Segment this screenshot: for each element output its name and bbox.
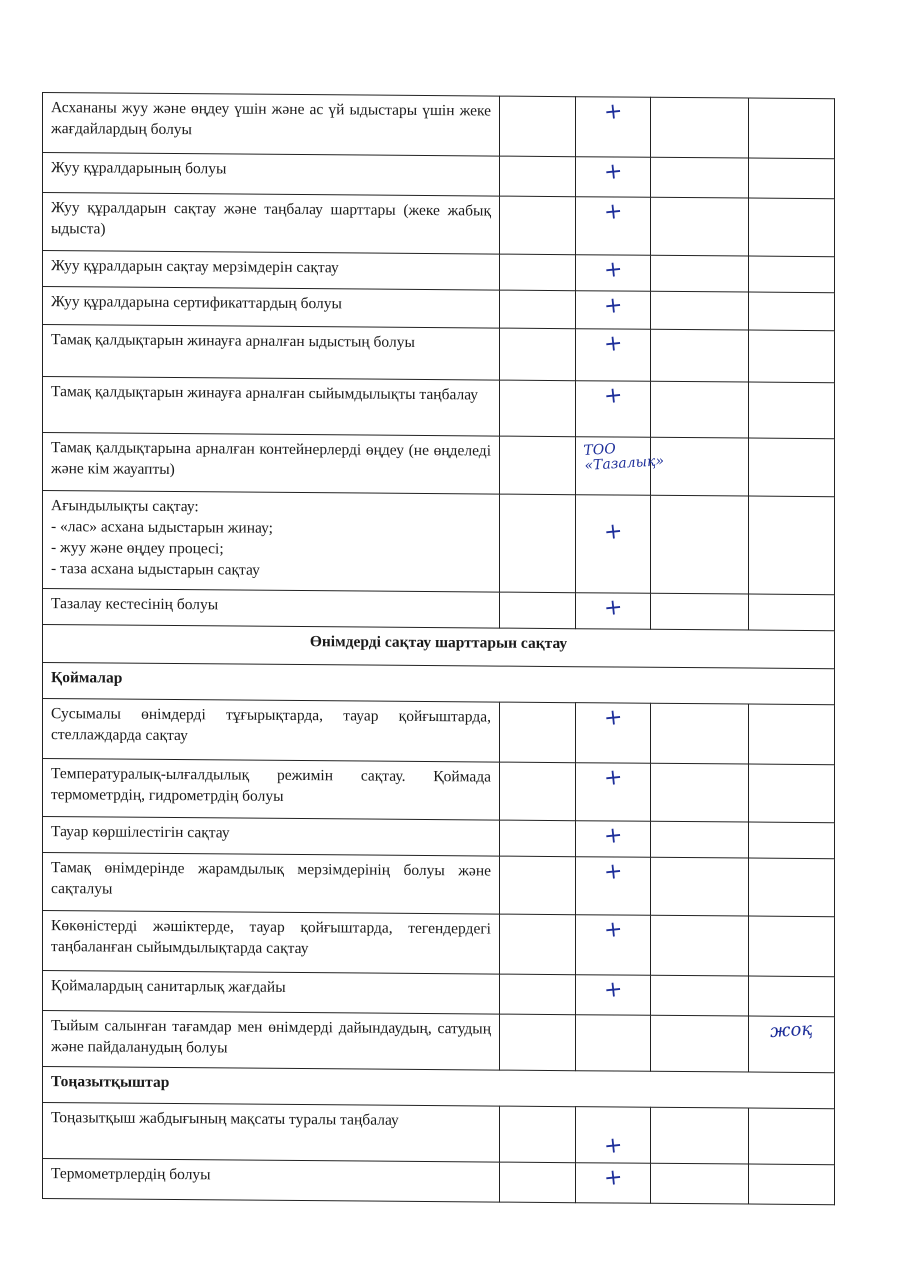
requirement-cell: Тамақ қалдықтарына арналған контейнерлерді өңдеу (не өңделеді және кім жауапты): [43, 433, 500, 495]
mark-cell: [576, 763, 651, 822]
mark-cell: [500, 1162, 576, 1203]
requirement-line: Ағындылықты сақтау:: [51, 497, 199, 516]
mark-cell: [576, 495, 651, 594]
mark-cell: [749, 594, 835, 631]
mark-cell: [576, 593, 651, 630]
requirement-line: - «лас» асхана ыдыстарын жинау;: [51, 518, 273, 537]
mark-cell: [500, 290, 576, 329]
mark-cell: [651, 329, 749, 382]
mark-cell: [500, 156, 576, 197]
mark-cell: [651, 703, 749, 764]
table-row: [43, 287, 835, 331]
mark-cell: [576, 703, 651, 764]
mark-cell: [500, 494, 576, 593]
mark-cell: [576, 291, 651, 330]
table-row: [43, 153, 835, 199]
handwritten-mark: +: [602, 764, 624, 792]
mark-cell: [749, 822, 835, 859]
mark-cell: [651, 291, 749, 330]
mark-cell: [651, 1163, 749, 1204]
handwritten-mark: +: [602, 198, 624, 226]
mark-cell: [576, 857, 651, 916]
mark-cell: [500, 856, 576, 915]
handwritten-mark: +: [602, 256, 624, 284]
table-row: [43, 699, 835, 765]
mark-cell: [500, 762, 576, 821]
requirement-cell: Тамақ өнімдерінде жарамдылық мерзімдерінің болуы және сақталуы: [43, 853, 500, 915]
mark-cell: [576, 157, 651, 198]
mark-cell: [651, 593, 749, 630]
mark-cell: [576, 1163, 651, 1204]
mark-cell: [576, 1015, 651, 1072]
requirement-cell: Тоңазытқыш жабдығының мақсаты туралы таңбалау: [43, 1103, 500, 1163]
mark-cell: [500, 254, 576, 291]
mark-cell: [651, 821, 749, 858]
requirement-line: - таза асхана ыдыстарын сақтау: [51, 560, 260, 579]
handwritten-mark: +: [602, 518, 624, 546]
mark-cell: [651, 437, 749, 496]
handwritten-mark: +: [602, 704, 624, 732]
mark-cell: [749, 1164, 835, 1205]
handwritten-mark: +: [602, 292, 624, 320]
mark-cell: [576, 821, 651, 858]
mark-cell: [500, 380, 576, 437]
requirement-cell: Тауар көршілестігін сақтау: [43, 817, 500, 857]
mark-cell: [500, 328, 576, 381]
table-row: [43, 1159, 835, 1205]
handwritten-mark: +: [602, 98, 624, 126]
section-heading: Өнімдерді сақтау шарттарын сақтау: [43, 625, 835, 669]
handwritten-mark: +: [602, 382, 624, 410]
mark-cell: [500, 914, 576, 975]
table-row: [43, 817, 835, 859]
mark-cell: [749, 764, 835, 823]
handwritten-note: жоқ: [769, 1018, 814, 1043]
checklist-table: [42, 92, 835, 1205]
requirement-cell: Жуу құралдарын сақтау мерзімдерін сақтау: [43, 251, 500, 291]
table-row: [43, 377, 835, 439]
mark-cell: [500, 1106, 576, 1163]
handwritten-mark: +: [602, 858, 624, 886]
requirement-cell: Жуу құралдарын сақтау және таңбалау шарттары (жеке жабық ыдыста): [43, 193, 500, 255]
mark-cell: [500, 96, 576, 157]
mark-cell: [749, 382, 835, 439]
requirement-cell: Термометрлердің болуы: [43, 1159, 500, 1203]
requirement-cell: Асхананы жуу және өңдеу үшін және ас үй ыдыстары үшін жеке жағдайлардың болуы: [43, 93, 500, 157]
mark-cell: [749, 198, 835, 257]
handwritten-mark: +: [602, 330, 624, 358]
mark-cell: [749, 438, 835, 497]
mark-cell: [749, 496, 835, 595]
requirement-cell: Сусымалы өнімдерді тұғырықтарда, тауар қойғыштарда, стеллаждарда сақтау: [43, 699, 500, 763]
requirement-cell: Тамақ қалдықтарын жинауға арналған сыйымдылықты таңбалау: [43, 377, 500, 437]
mark-cell: [749, 858, 835, 917]
subsection-heading: Тоңазытқыштар: [43, 1067, 835, 1109]
mark-cell: [651, 255, 749, 292]
mark-cell: [500, 820, 576, 857]
mark-cell: [651, 763, 749, 822]
mark-cell: [500, 196, 576, 255]
table-row: [43, 1103, 835, 1165]
mark-cell: [651, 97, 749, 158]
mark-cell: [500, 436, 576, 495]
mark-cell: [749, 1016, 835, 1073]
table-row: [43, 433, 835, 497]
mark-cell: [500, 1014, 576, 1071]
mark-cell: [651, 857, 749, 916]
handwritten-mark: +: [602, 158, 624, 186]
mark-cell: [576, 437, 665, 496]
table-row: [43, 325, 835, 383]
mark-cell: [576, 915, 651, 976]
handwritten-mark: +: [602, 1132, 624, 1160]
table-row: [43, 491, 835, 595]
requirement-cell: Жуу құралдарының болуы: [43, 153, 500, 197]
mark-cell: [576, 329, 651, 382]
table-row: [43, 971, 835, 1017]
handwritten-mark: +: [602, 594, 624, 622]
mark-cell: [749, 98, 835, 159]
mark-cell: [651, 975, 749, 1016]
mark-cell: [651, 197, 749, 256]
handwritten-note: ТОО «Тазалық»: [582, 441, 665, 475]
table-row: [43, 193, 835, 257]
subsection-heading: Қоймалар: [43, 663, 835, 705]
mark-cell: [500, 702, 576, 763]
mark-cell: [651, 495, 749, 594]
mark-cell: [500, 974, 576, 1015]
mark-cell: [749, 916, 835, 977]
mark-cell: [749, 292, 835, 331]
subsection-row: [43, 1067, 835, 1109]
mark-cell: [651, 1015, 749, 1072]
section-row: [43, 625, 835, 669]
mark-cell: [576, 1107, 651, 1164]
mark-cell: [576, 255, 651, 292]
requirement-line: - жуу және өңдеу процесі;: [51, 539, 224, 558]
mark-cell: [651, 1107, 749, 1164]
mark-cell: [749, 330, 835, 383]
table-row: [43, 853, 835, 917]
handwritten-mark: +: [602, 976, 624, 1004]
mark-cell: [749, 1108, 835, 1165]
table-row: [43, 589, 835, 631]
mark-cell: [576, 197, 651, 256]
requirement-cell: Тыйым салынған тағамдар мен өнімдерді дайындаудың, сатудың және пайдаланудың болуы: [43, 1011, 500, 1071]
mark-cell: [749, 158, 835, 199]
handwritten-mark: +: [602, 916, 624, 944]
table-row: [43, 759, 835, 823]
mark-cell: [500, 592, 576, 629]
mark-cell: [651, 915, 749, 976]
handwritten-mark: +: [602, 822, 624, 850]
table-row: [43, 1011, 835, 1073]
mark-cell: [576, 381, 651, 438]
requirement-cell: Температуралық-ылғалдылық режимін сақтау. Қоймада термометрдің, гидрометрдің болуы: [43, 759, 500, 821]
table-row: [43, 93, 835, 159]
mark-cell: [749, 976, 835, 1017]
requirement-cell: Тазалау кестесінің болуы: [43, 589, 500, 629]
requirement-cell: [43, 491, 500, 593]
requirement-cell: Қоймалардың санитарлық жағдайы: [43, 971, 500, 1015]
mark-cell: [651, 381, 749, 438]
table-row: [43, 251, 835, 293]
mark-cell: [576, 975, 651, 1016]
handwritten-mark: +: [602, 1164, 624, 1192]
requirement-cell: Көкөністерді жәшіктерде, тауар қойғыштарда, тегендердегі таңбаланған сыйымдылықтарда сақтау: [43, 911, 500, 975]
mark-cell: [749, 256, 835, 293]
mark-cell: [749, 704, 835, 765]
table-row: [43, 911, 835, 977]
requirement-cell: Тамақ қалдықтарын жинауға арналған ыдыстың болуы: [43, 325, 500, 381]
requirement-cell: Жуу құралдарына сертификаттардың болуы: [43, 287, 500, 329]
mark-cell: [576, 97, 651, 158]
mark-cell: [651, 157, 749, 198]
subsection-row: [43, 663, 835, 705]
